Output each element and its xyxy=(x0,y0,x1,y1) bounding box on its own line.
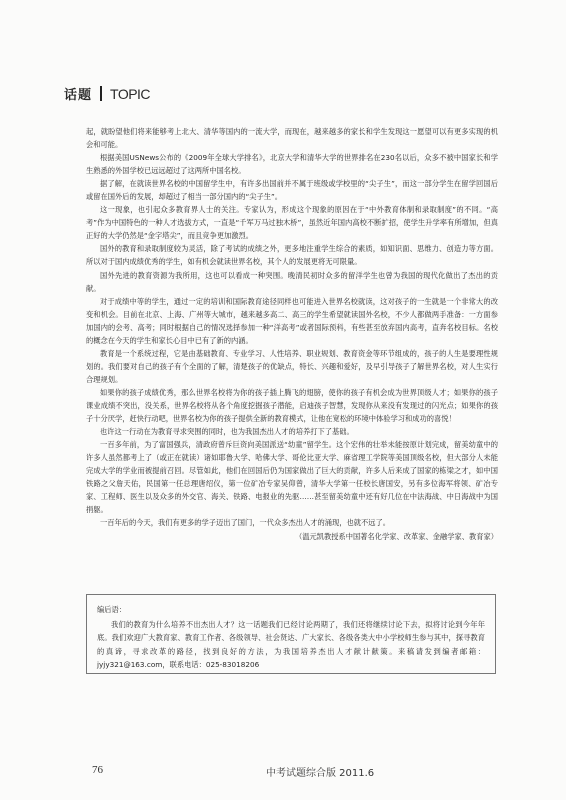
paragraph: 起，就盼望他们将来能够考上北大、清华等国内的一流大学，而现在，越来越多的家长和学生发现这一愿望可以有更多实现的机会和可能。 xyxy=(86,127,498,150)
paragraph: 教育是一个系统过程，它是由基础教育、专业学习、人性培养、职业规划、教育资金等环节组成的，孩子的人生是要理性规划的。我们要对自己的孩子有个全面的了解，清楚孩子的优缺点，特长、兴趣和爱好，及早引导孩子了解世界名校，对人生实行合理规划。 xyxy=(86,348,498,384)
editor-note-body: 我们的教育为什么培养不出杰出人才？这一话题我们已经讨论两期了，我们还将继续讨论下去，拟将讨论到今年年底。我们欢迎广大教育家、教育工作者、各级领导、社会贤达、广大家长、各级各类大中小学校师生参与其中，探寻教育的真谛，寻求改革的路径，找到良好的方法，为我国培养杰出人才献计献策。来稿请发到编者邮箱： xyxy=(97,620,485,656)
topic-header xyxy=(64,84,150,103)
editor-email: jyjy321@163.com xyxy=(97,659,163,669)
page-number: 76 xyxy=(92,764,103,776)
paragraph: 也许这一行动在为教育寻求突围的同时，也为我国杰出人才的培养打下了基础。 xyxy=(100,427,354,437)
editor-note-text xyxy=(97,618,485,671)
paragraph: 如果你的孩子成绩优秀，那么世界名校将为你的孩子插上腾飞的翅膀，使你的孩子有机会成为世界顶级人才；如果你的孩子课业成绩不突出，没关系，世界名校将从各个角度挖掘孩子潜能，启迪孩子智慧，发现你从来没有发现过的闪光点；如果你的孩子十分厌学，赶快行动吧，世界名校为你的孩子提供全新的教育模式，让他在宽松的环境中体验学习和成功的喜悦！ xyxy=(86,387,498,424)
magazine-title: 中考试题综合版 2011.6 xyxy=(266,768,375,779)
topic-label-cn: 话题 xyxy=(64,88,93,103)
paragraph: 国外先进的教育资源为我所用，这也可以看成一种突围。晚清民初时众多的留洋学生也曾为我国的现代化做出了杰出的贡献。 xyxy=(86,270,498,293)
author-note: （温元凯教授系中国著名化学家、改革家、金融学家、教育家） xyxy=(294,532,498,542)
header-divider xyxy=(100,86,102,101)
page-footer xyxy=(0,764,566,784)
topic-label-en: TOPIC xyxy=(110,85,151,102)
editor-note-box xyxy=(86,594,496,674)
editor-phone: 025-83018206 xyxy=(205,659,260,669)
paragraph: 一百多年前，为了富国强兵，清政府曾斥巨资向美国派送“幼童”留学生。这个宏伟的壮举未能按原计划完成，留美幼童中的许多人虽然都考上了（或正在就读）诸如耶鲁大学、哈佛大学、哥伦比亚大学、麻省理工学院等美国顶级名校，但大部分人未能完成大学的学业而被提前召回。尽管如此，他们在回国后仍为国家做出了巨大的贡献，许多人后来成了国家的栋梁之才，如中国铁路之父詹天佑，民国第一任总理唐绍仪，第一位矿冶专家吴仰曾，清华大学第一任校长唐国安，另有多位海军将领、矿冶专家、工程师、医生以及众多的外交官、海关、铁路、电报业的先驱……甚至留美幼童中还有好几位在中法海战、中日海战中为国捐躯。 xyxy=(86,440,498,515)
paragraph: 这一现象，也引起众多教育界人士的关注。专家认为，形成这个现象的原因在于“中外教育体制和录取制度”的不同。“高考”作为中国特色的一种人才选拔方式，一直是“千军万马过独木桥”，虽然近年国内高校不断扩招，使学生升学率有所增加，但真正好的大学仍然是“金字塔尖”，而且竞争更加激烈。 xyxy=(86,205,498,241)
editor-phone-label: ，联系电话： xyxy=(162,659,206,669)
paragraph: 国外的教育和录取制度较为灵活，除了考试的成绩之外，更多地注重学生综合的素质，如知识面、思维力、创造力等方面。所以对于国内成绩优秀的学生，如有机会就读世界名校，其个人的发展更将无可限量。 xyxy=(86,244,498,267)
editor-note-title: 编后语： xyxy=(97,605,127,614)
paragraph: 一百年后的今天，我们有更多的学子迈出了国门，一代众多杰出人才的涌现，也就不远了。 xyxy=(100,518,391,528)
paragraph: 对于成绩中等的学生，通过一定的培训和国际教育途径同样也可能进入世界名校就读，这对孩子的一生就是一个非常大的改变和机会。目前在北京、上海、广州等大城市，越来越多高二、高三的学生希望就读国外名校，不少人都做两手准备：一方面参加国内的会考、高考；同时根据自己的情况选择参加一种“洋高考”或者国际预科，有些甚至放弃国内高考，直奔名校目标。名校的概念在今天的学生和家长心目中已有了新的内涵。 xyxy=(86,296,498,345)
paragraph: 根据美国USNews公布的《2009年全球大学排名》，北京大学和清华大学的世界排名在230名以后，众多不被中国家长和学生熟悉的外国学校已远远超过了这两所中国名校。 xyxy=(86,153,498,176)
paragraph: 据了解，在就读世界名校的中国留学生中，有许多出国前并不属于班级或学校里的“尖子生”，而这一部分学生在留学回国后或留在国外后的发展，却超过了相当一部分国内的“尖子生”。 xyxy=(86,179,498,202)
article-body xyxy=(86,125,498,544)
